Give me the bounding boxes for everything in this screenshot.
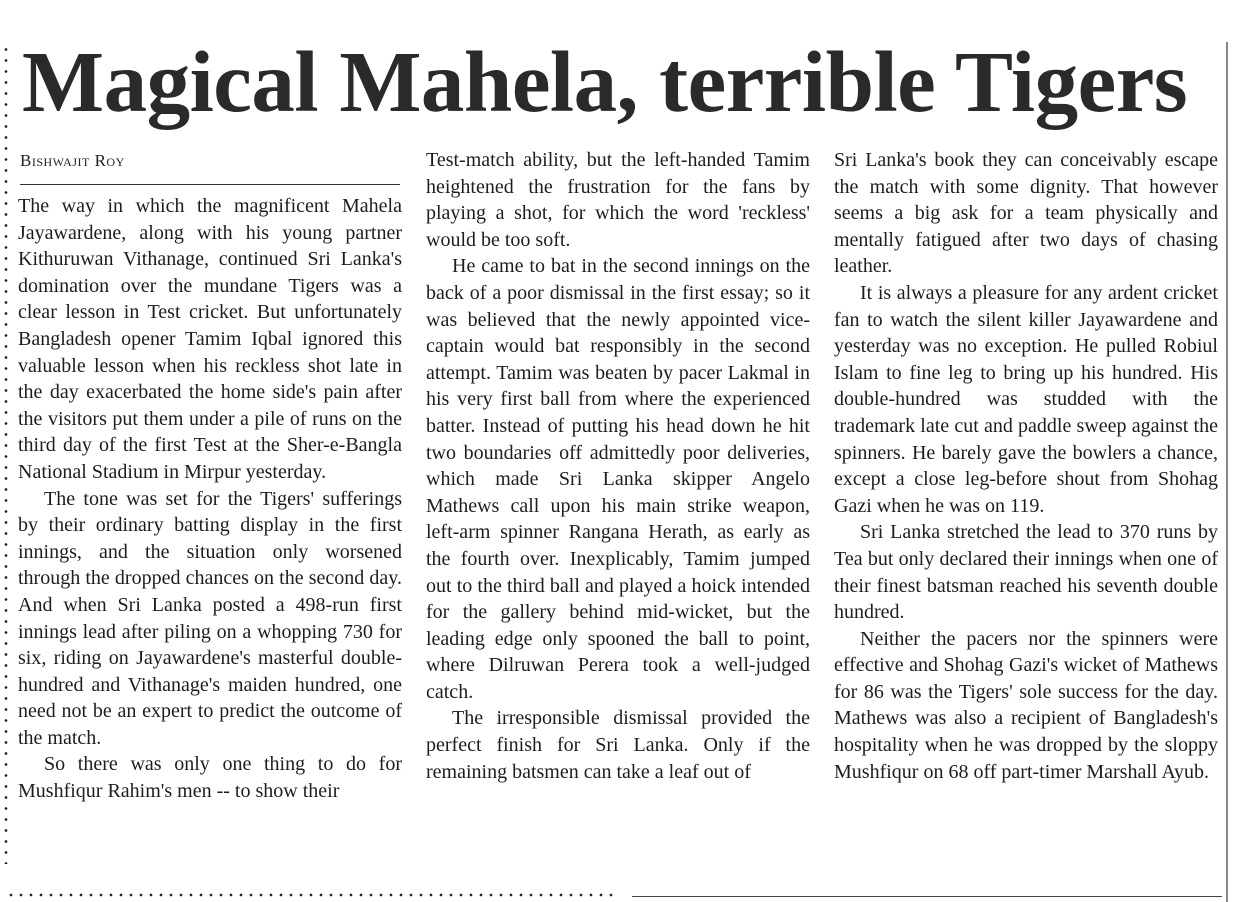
paragraph: It is always a pleasure for any ardent cricket fan to watch the silent killer Jayawardene and yesterday was no exception. He pulled Robiul Islam to fine leg to bring up his hundred. His double-hundred was studded with the trademark late cut and paddle sweep against the spinners. He barely gave the bowlers a chance, except a close leg-before shout from Shohag Gazi when he was on 119. [834,281,1218,517]
bottom-rule [632,896,1222,897]
byline-rule [20,184,400,185]
paragraph: Test-match ability, but the left-handed Tamim heightened the frustration for the fans by playing a shot, for which the word 'reckless' would be too soft. [426,149,810,251]
paragraph: Neither the pacers nor the spinners were effective and Shohag Gazi's wicket of Mathews for 86 was the Tigers' sole success for the day. Mathews was also a recipient of Bangladesh's hospitality when he was dropped by the sloppy Mushfiqur on 68 off part-timer Marshall Ayub. [834,627,1218,783]
paragraph: The way in which the magnificent Mahela Jayawardene, along with his young partner Kithuruwan Vithanage, continued Sri Lanka's domination over the mundane Tigers was a clear lesson in Test cricket. But unfortunately Bangladesh opener Tamim Iqbal ignored this valuable lesson when his reckless shot late in the day exacerbated the home side's pain after the visitors put them under a pile of runs on the third day of the first Test at the Sher-e-Bangla National Stadium in Mirpur yesterday. [18,195,402,483]
paragraph: So there was only one thing to do for Mushfiqur Rahim's men -- to show their [18,753,402,803]
byline: Bishwajit Roy [20,151,125,170]
paragraph: The irresponsible dismissal provided the perfect finish for Sri Lanka. Only if the remaining batsmen can take a leaf out of [426,707,810,783]
left-dotted-border [4,44,8,864]
headline: Magical Mahela, terrible Tigers [22,33,1188,130]
paragraph: Sri Lanka stretched the lead to 370 runs by Tea but only declared their innings when one of their finest batsman reached his seventh double hundred. [834,521,1218,624]
column-1 [18,193,402,805]
bottom-dotted-border [6,893,618,897]
paragraph: Sri Lanka's book they can conceivably escape the match with some dignity. That however seems a big ask for a team physically and mentally fatigued after two days of chasing leather. [834,149,1218,278]
column-3 [834,147,1218,785]
right-column-rule [1226,42,1228,902]
paragraph: He came to bat in the second innings on the back of a poor dismissal in the first essay; so it was believed that the newly appointed vice-captain would bat responsibly in the second attempt. Tamim was beaten by pacer Lakmal in his very first ball from where the experienced batter. Instead of putting his head down he hit two boundaries off admittedly poor deliveries, which made Sri Lanka skipper Angelo Mathews call upon his main strike weapon, left-arm spinner Rangana Herath, as early as the fourth over. Inexplicably, Tamim jumped out to the third ball and played a hoick intended for the gallery behind mid-wicket, but the leading edge only spooned the ball to point, where Dilruwan Perera took a well-judged catch. [426,255,810,703]
paragraph: The tone was set for the Tigers' sufferings by their ordinary batting display in the first innings, and the situation only worsened through the dropped chances on the second day. And when Sri Lanka posted a 498-run first innings lead after piling on a whopping 730 for six, riding on Jayawardene's masterful double-hundred and Vithanage's maiden hundred, one need not be an expert to predict the outcome of the match. [18,487,402,749]
column-2 [426,147,810,785]
